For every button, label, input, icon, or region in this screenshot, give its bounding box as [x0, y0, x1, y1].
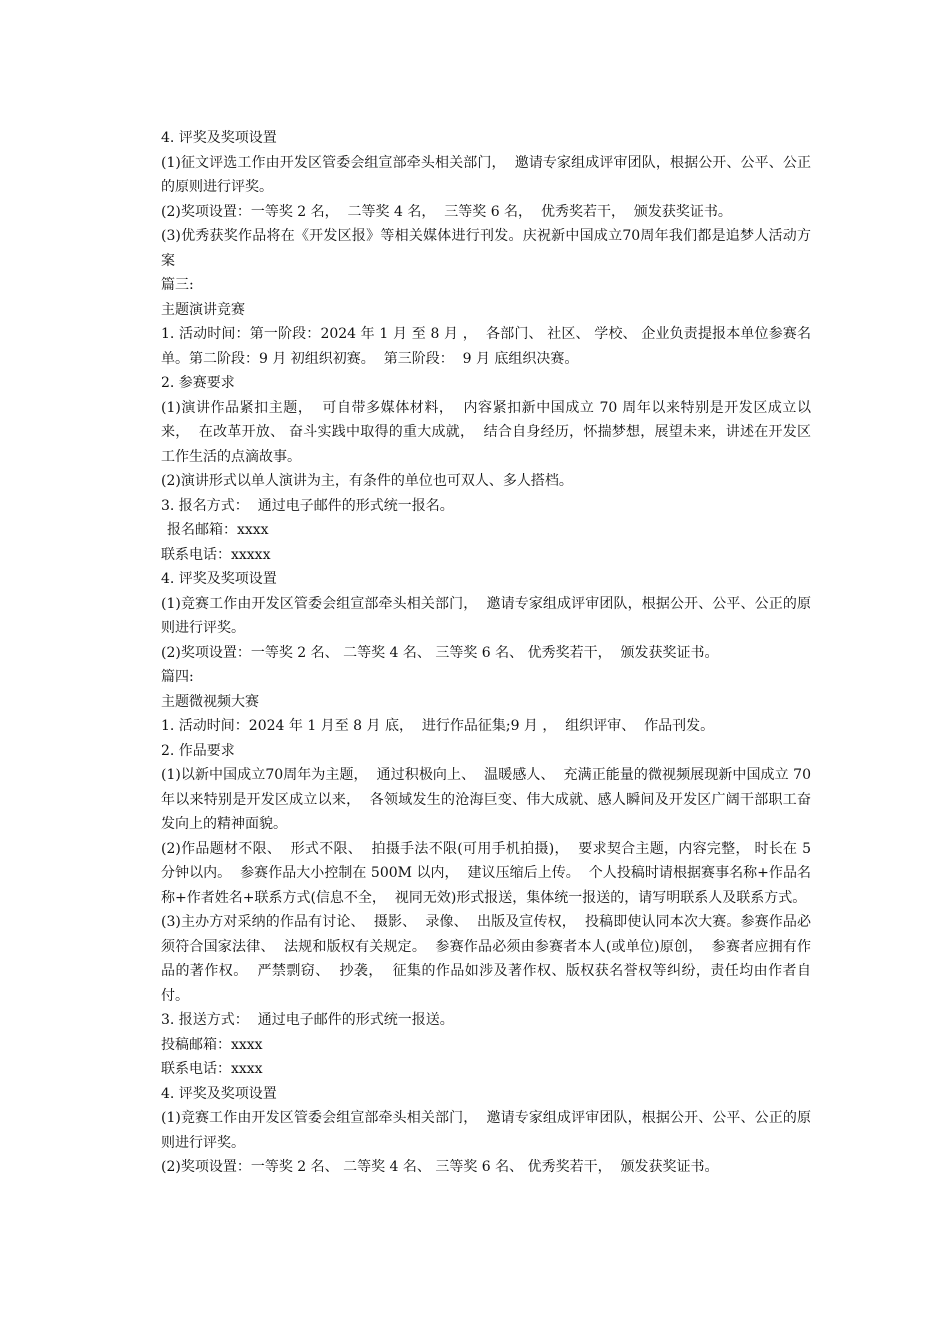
paragraph: 2. 作品要求: [161, 742, 235, 759]
paragraph: (2)奖项设置：一等奖 2 名、 二等奖 4 名、 三等奖 6 名、 优秀奖若干， 颁发获奖证书。: [161, 1159, 719, 1175]
paragraph: 3. 报名方式： 通过电子邮件的形式统一报名。: [161, 497, 454, 514]
paragraph: (3)主办方对采纳的作品有讨论、 摄影、 录像、 出版及宣传权， 投稿即使认同本次大赛。参赛作品必须符合国家法律、 法规和版权有关规定。 参赛作品必须由参赛者本人(或单位)原创， 参赛者应拥有作品的著作权。 严禁剽窃、 抄袭， 征集的作品如涉及著作权、版权获名誉权等纠纷，责任均由作者自付。: [161, 914, 811, 1004]
paragraph: 3. 报送方式： 通过电子邮件的形式统一报送。: [161, 1012, 454, 1028]
paragraph: 主题微视频大赛: [161, 693, 259, 710]
paragraph: 1. 活动时间：2024 年 1 月至 8 月 底， 进行作品征集;9 月 ， 组织评审、 作品刊发。: [161, 718, 715, 734]
paragraph: (2)作品题材不限、 形式不限、 拍摄手法不限(可用手机拍摄)， 要求契合主题，内容完整， 时长在 5 分钟以内。 参赛作品大小控制在 500M 以内， 建议压缩后上传。 个人投稿时请根据赛事名称+作品名称+作者姓名+联系方式(信息不全， 视同无效)形式报送，集体统一报送的，请写明联系人及联系方式。: [161, 840, 816, 906]
paragraph: (1)演讲作品紧扣主题， 可自带多媒体材料， 内容紧扣新中国成立 70 周年以来特别是开发区成立以来， 在改革开放、 奋斗实践中取得的重大成就， 结合自身经历，怀揣梦想，展望未来，讲述在开发区工作生活的点滴故事。: [161, 399, 811, 465]
paragraph: 4. 评奖及奖项设置: [161, 130, 277, 146]
paragraph: 投稿邮箱：xxxx: [161, 1036, 263, 1053]
paragraph: 主题演讲竞赛: [161, 301, 245, 318]
paragraph: (2)演讲形式以单人演讲为主，有条件的单位也可双人、多人搭档。: [161, 473, 573, 489]
paragraph: (1)征文评选工作由开发区管委会组宣部牵头相关部门， 邀请专家组成评审团队，根据公开、公平、公正的原则进行评奖。: [161, 154, 811, 195]
paragraph: 4. 评奖及奖项设置: [161, 1085, 277, 1102]
paragraph: (1)竞赛工作由开发区管委会组宣部牵头相关部门， 邀请专家组成评审团队，根据公开、公平、公正的原则进行评奖。: [161, 595, 811, 636]
paragraph: 1. 活动时间：第一阶段：2024 年 1 月 至 8 月 ， 各部门、 社区、 学校、 企业负责提报本单位参赛名单。第二阶段：9 月 初组织初赛。 第三阶段： 9 月 底组织决赛。: [161, 326, 811, 367]
paragraph: (3)优秀获奖作品将在《开发区报》等相关媒体进行刊发。庆祝新中国成立70周年我们都是追梦人活动方案: [161, 228, 811, 269]
paragraph: (1)以新中国成立70周年为主题， 通过积极向上、 温暖感人、 充满正能量的微视频展现新中国成立 70 年以来特别是开发区成立以来， 各领域发生的沧海巨变、伟大成就、感人瞬间及开发区广阔干部职工奋发向上的精神面貌。: [161, 767, 816, 832]
paragraph: 篇四:: [161, 669, 194, 685]
document-body: [143, 126, 816, 1180]
paragraph: 报名邮箱：xxxx: [167, 522, 269, 538]
paragraph: (2)奖项设置：一等奖 2 名， 二等奖 4 名， 三等奖 6 名， 优秀奖若干， 颁发获奖证书。: [161, 203, 732, 220]
paragraph: 2. 参赛要求: [161, 375, 235, 391]
paragraph: 4. 评奖及奖项设置: [161, 571, 277, 587]
paragraph: 联系电话：xxxxx: [161, 546, 271, 563]
paragraph: 篇三:: [161, 277, 194, 293]
paragraph: (1)竞赛工作由开发区管委会组宣部牵头相关部门， 邀请专家组成评审团队，根据公开、公平、公正的原则进行评奖。: [161, 1110, 811, 1151]
paragraph: (2)奖项设置：一等奖 2 名、 二等奖 4 名、 三等奖 6 名、 优秀奖若干， 颁发获奖证书。: [161, 644, 719, 661]
paragraph: 联系电话：xxxx: [161, 1061, 263, 1077]
